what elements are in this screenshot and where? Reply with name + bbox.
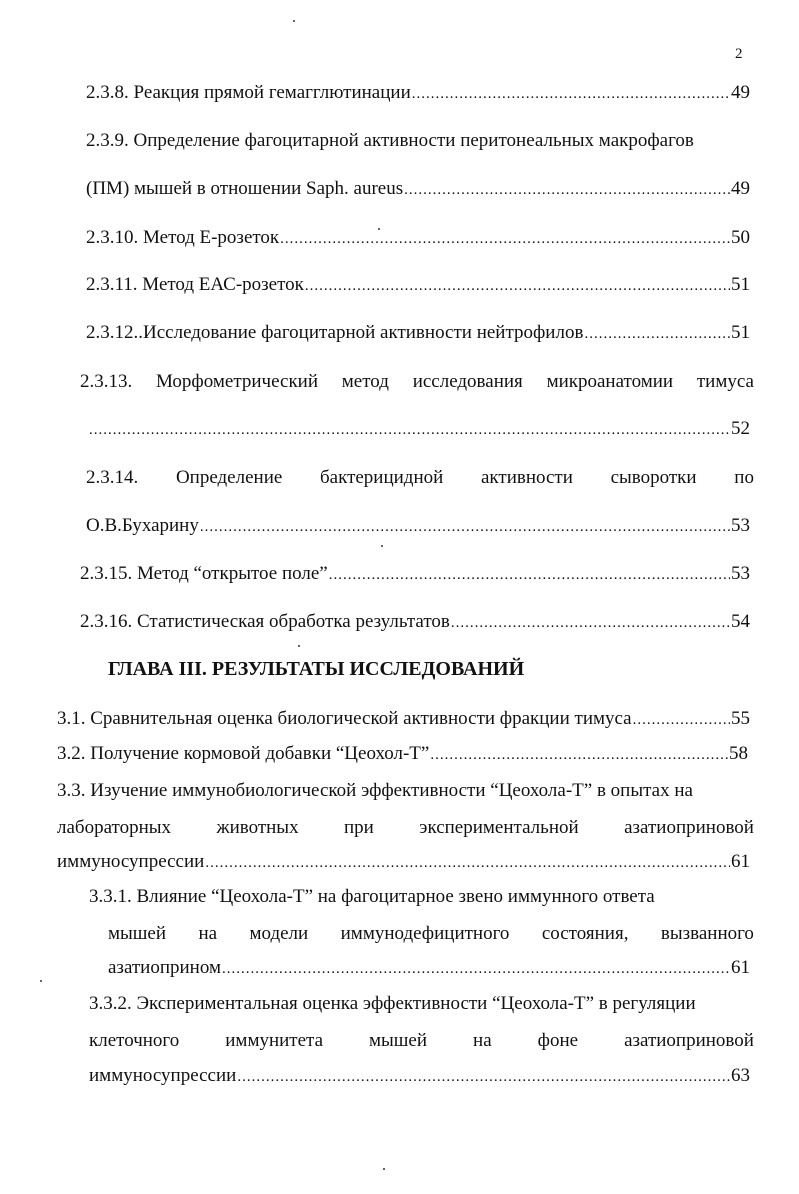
toc-word: активности	[481, 467, 573, 488]
toc-entry-title: 2.3.10. Метод Е-розеток	[86, 227, 280, 248]
toc-word: азатиоприновой	[624, 1030, 754, 1051]
toc-word: по	[734, 467, 754, 488]
toc-entry	[86, 82, 750, 104]
toc-entry-page: 49	[731, 82, 750, 103]
toc-word: мышей	[108, 923, 167, 944]
toc-dot-leader	[404, 182, 730, 199]
toc-entry	[57, 743, 748, 765]
toc-entry	[80, 611, 750, 633]
toc-entry-line-justified	[57, 817, 754, 839]
toc-word: на	[473, 1030, 492, 1051]
toc-entry-line	[86, 130, 750, 152]
toc-dot-leader	[633, 712, 730, 729]
toc-entry-title: 3.3. Изучение иммунобиологической эффективности “Цеохола-Т” в опытах на	[57, 780, 693, 801]
toc-word: азатиоприновой	[624, 817, 754, 838]
toc-entry-title: иммуносупрессии	[57, 851, 205, 872]
toc-entry-title: 2.3.12..Исследование фагоцитарной активности нейтрофилов	[86, 322, 584, 343]
toc-entry-title: 3.3.1. Влияние “Цеохола-Т” на фагоцитарное звено иммунного ответа	[89, 886, 655, 907]
toc-entry	[86, 178, 750, 200]
toc-word: модели	[249, 923, 309, 944]
toc-entry	[80, 563, 750, 585]
toc-entry-title: 2.3.8. Реакция прямой гемагглютинации	[86, 82, 411, 103]
toc-word: иммунитета	[225, 1030, 324, 1051]
toc-word: микроанатомии	[546, 371, 674, 392]
toc-entry-page: 52	[731, 418, 750, 439]
page-number: 2	[735, 46, 743, 62]
toc-entry-line-justified	[86, 467, 754, 489]
toc-entry	[89, 1065, 750, 1087]
toc-entry-title: О.В.Бухарину	[86, 515, 199, 536]
toc-entry-page: 55	[731, 708, 750, 729]
toc-word: животных	[216, 817, 299, 838]
toc-dot-leader	[412, 86, 730, 103]
toc-word: лабораторных	[57, 817, 172, 838]
toc-entry-page: 61	[731, 851, 750, 872]
toc-entry-title: 2.3.9. Определение фагоцитарной активности перитонеальных макрофагов	[86, 130, 694, 151]
toc-word: исследования	[412, 371, 523, 392]
toc-entry-page: 51	[731, 274, 750, 295]
toc-entry-line-justified	[89, 1030, 754, 1052]
toc-dot-leader	[584, 326, 730, 343]
toc-entry-page: 58	[729, 743, 748, 764]
scan-speck	[293, 20, 295, 22]
toc-word: тимуса	[696, 371, 754, 392]
toc-entry-line-justified	[80, 371, 754, 393]
toc-entry-title: азатиоприном	[108, 957, 222, 978]
scan-speck	[40, 980, 42, 982]
toc-entry-page: 63	[731, 1065, 750, 1086]
toc-entry-page: 53	[731, 515, 750, 536]
toc-word: сыворотки	[610, 467, 697, 488]
toc-word: клеточного	[89, 1030, 180, 1051]
toc-entry-title: 3.3.2. Экспериментальная оценка эффективности “Цеохола-Т” в регуляции	[89, 993, 696, 1014]
toc-word: иммунодефицитного	[340, 923, 510, 944]
scan-speck	[378, 228, 380, 230]
toc-entry-line	[89, 993, 754, 1015]
toc-entry	[86, 515, 750, 537]
toc-word: 2.3.14.	[86, 467, 139, 488]
toc-entry-line	[57, 780, 754, 802]
toc-word: метод	[341, 371, 389, 392]
toc-word: 2.3.13.	[80, 371, 133, 392]
toc-entry-title: 3.2. Получение кормовой добавки “Цеохол-Т”	[57, 743, 430, 764]
toc-entry	[57, 851, 750, 873]
scan-speck	[383, 1168, 385, 1170]
toc-word: Определение	[175, 467, 283, 488]
toc-entry	[86, 227, 750, 249]
toc-entry	[86, 274, 750, 296]
chapter-title: ГЛАВА III. РЕЗУЛЬТАТЫ ИССЛЕДОВАНИЙ	[108, 658, 525, 680]
toc-dot-leader	[222, 961, 730, 978]
toc-entry-page: 49	[731, 178, 750, 199]
toc-word: вызванного	[660, 923, 754, 944]
toc-entry	[57, 708, 750, 730]
toc-dot-leader	[430, 747, 728, 764]
toc-entry-page: 54	[731, 611, 750, 632]
toc-word: на	[198, 923, 218, 944]
toc-word: бактерицидной	[319, 467, 444, 488]
toc-entry-page: 61	[731, 957, 750, 978]
toc-entry-page: 53	[731, 563, 750, 584]
toc-entry-title: 2.3.16. Статистическая обработка результатов	[80, 611, 450, 632]
toc-dot-leader	[280, 231, 730, 248]
toc-entry-title: (ПМ) мышей в отношении Saph. aureus	[86, 178, 404, 199]
toc-dot-leader	[305, 278, 730, 295]
toc-dot-leader	[205, 855, 730, 872]
toc-entry	[86, 322, 750, 344]
toc-word: Морфометрический	[156, 371, 319, 392]
scan-speck	[381, 545, 383, 547]
toc-dot-leader	[237, 1069, 730, 1086]
toc-entry-title: 2.3.15. Метод “открытое поле”	[80, 563, 328, 584]
toc-word: фоне	[537, 1030, 579, 1051]
toc-word: при	[344, 817, 374, 838]
toc-dot-leader	[89, 422, 730, 439]
scan-speck	[298, 645, 300, 647]
toc-entry-title: 2.3.11. Метод ЕАС-розеток	[86, 274, 304, 295]
toc-word: экспериментальной	[419, 817, 579, 838]
toc-word: состояния,	[541, 923, 629, 944]
toc-dot-leader	[200, 519, 730, 536]
toc-entry	[88, 418, 750, 440]
toc-entry	[108, 957, 750, 979]
toc-entry-line	[89, 886, 754, 908]
toc-entry-line-justified	[108, 923, 754, 945]
toc-word: мышей	[369, 1030, 428, 1051]
toc-entry-page: 50	[731, 227, 750, 248]
toc-entry-title: 3.1. Сравнительная оценка биологической активности фракции тимуса	[57, 708, 632, 729]
toc-entry-page: 51	[731, 322, 750, 343]
toc-dot-leader	[329, 567, 730, 584]
toc-entry-title: иммуносупрессии	[89, 1065, 237, 1086]
toc-dot-leader	[451, 615, 730, 632]
